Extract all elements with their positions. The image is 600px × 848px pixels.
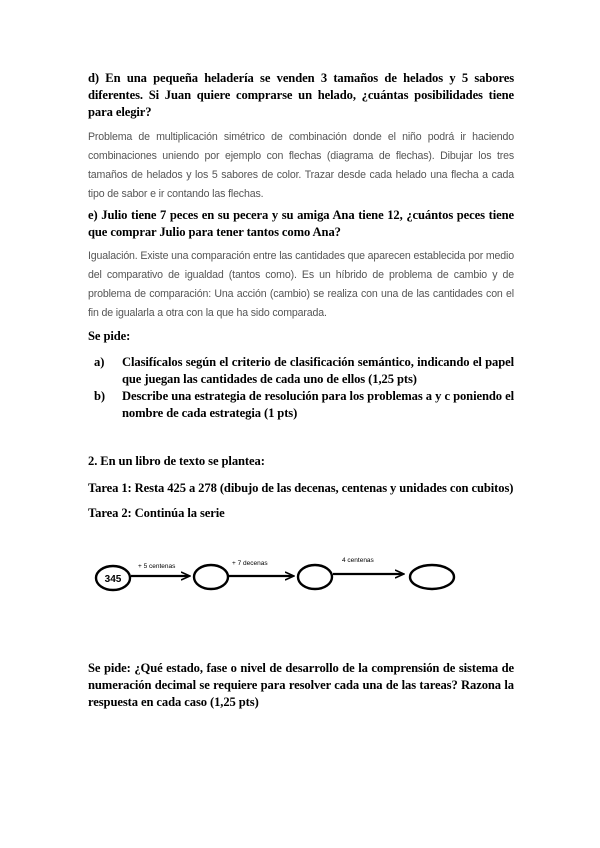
se-pide-heading: Se pide:: [88, 329, 131, 343]
task-text: Describe una estrategia de resolución para los problemas a y c poniendo el nombre de cada estrategia (1 pts): [122, 389, 514, 420]
task-text: Clasifícalos según el criterio de clasificación semántico, indicando el papel que juegan las cantidades de cada uno de ellos (1,25 pts): [122, 355, 514, 386]
task-item-a: [88, 354, 514, 388]
question-e: e) Julio tiene 7 peces en su pecera y su amiga Ana tiene 12, ¿cuántos peces tiene que comprar Julio para tener tantos como Ana?: [88, 208, 514, 239]
tarea-1: Tarea 1: Resta 425 a 278 (dibujo de las decenas, centenas y unidades con cubitos): [88, 481, 514, 495]
task-list: [88, 354, 514, 422]
answer-d: Problema de multiplicación simétrico de combinación donde el niño podrá ir haciendo combinaciones uniendo por ejemplo con flechas (diagrama de flechas). Dibujar los tres tamaños de helados y los 5 sabores de color. Trazar desde cada helado una flecha a cada tipo de sabor e ir contando las flechas.: [88, 131, 514, 200]
tarea-2: Tarea 2: Continúa la serie: [88, 506, 225, 520]
series-node-2: [194, 565, 228, 589]
task-marker: b): [94, 389, 105, 403]
question-d: d) En una pequeña heladería se venden 3 tamaños de helados y 5 sabores diferentes. Si Juan quiere comprarse un helado, ¿cuántas posibilidades tiene para elegir?: [88, 71, 514, 119]
series-node-3: [298, 565, 332, 589]
series-start-label: 345: [104, 574, 122, 585]
section-2-heading: 2. En un libro de texto se plantea:: [88, 454, 265, 468]
task-item-b: [88, 388, 514, 422]
series-start-node: [96, 566, 130, 590]
series-arrow-2-label: + 7 decenas: [232, 560, 268, 567]
se-pide-final: Se pide: ¿Qué estado, fase o nivel de desarrollo de la comprensión de sistema de numeración decimal se requiere para resolver cada una de las tareas? Razona la respuesta en cada caso (1,25 pts): [88, 661, 514, 709]
series-arrow-3-label: 4 centenas: [342, 557, 374, 564]
series-node-4: [410, 565, 454, 589]
answer-e: Igualación. Existe una comparación entre las cantidades que aparecen establecida por medio del comparativo de igualdad (tantos como). Es un híbrido de problema de cambio y de problema de comparación: Una acción (cambio) se realiza con una de las cantidades con el fin de igualarla a otra con la que ha sido comparada.: [88, 250, 514, 319]
series-arrow-1-label: + 5 centenas: [138, 563, 176, 570]
task-marker: a): [94, 355, 105, 369]
